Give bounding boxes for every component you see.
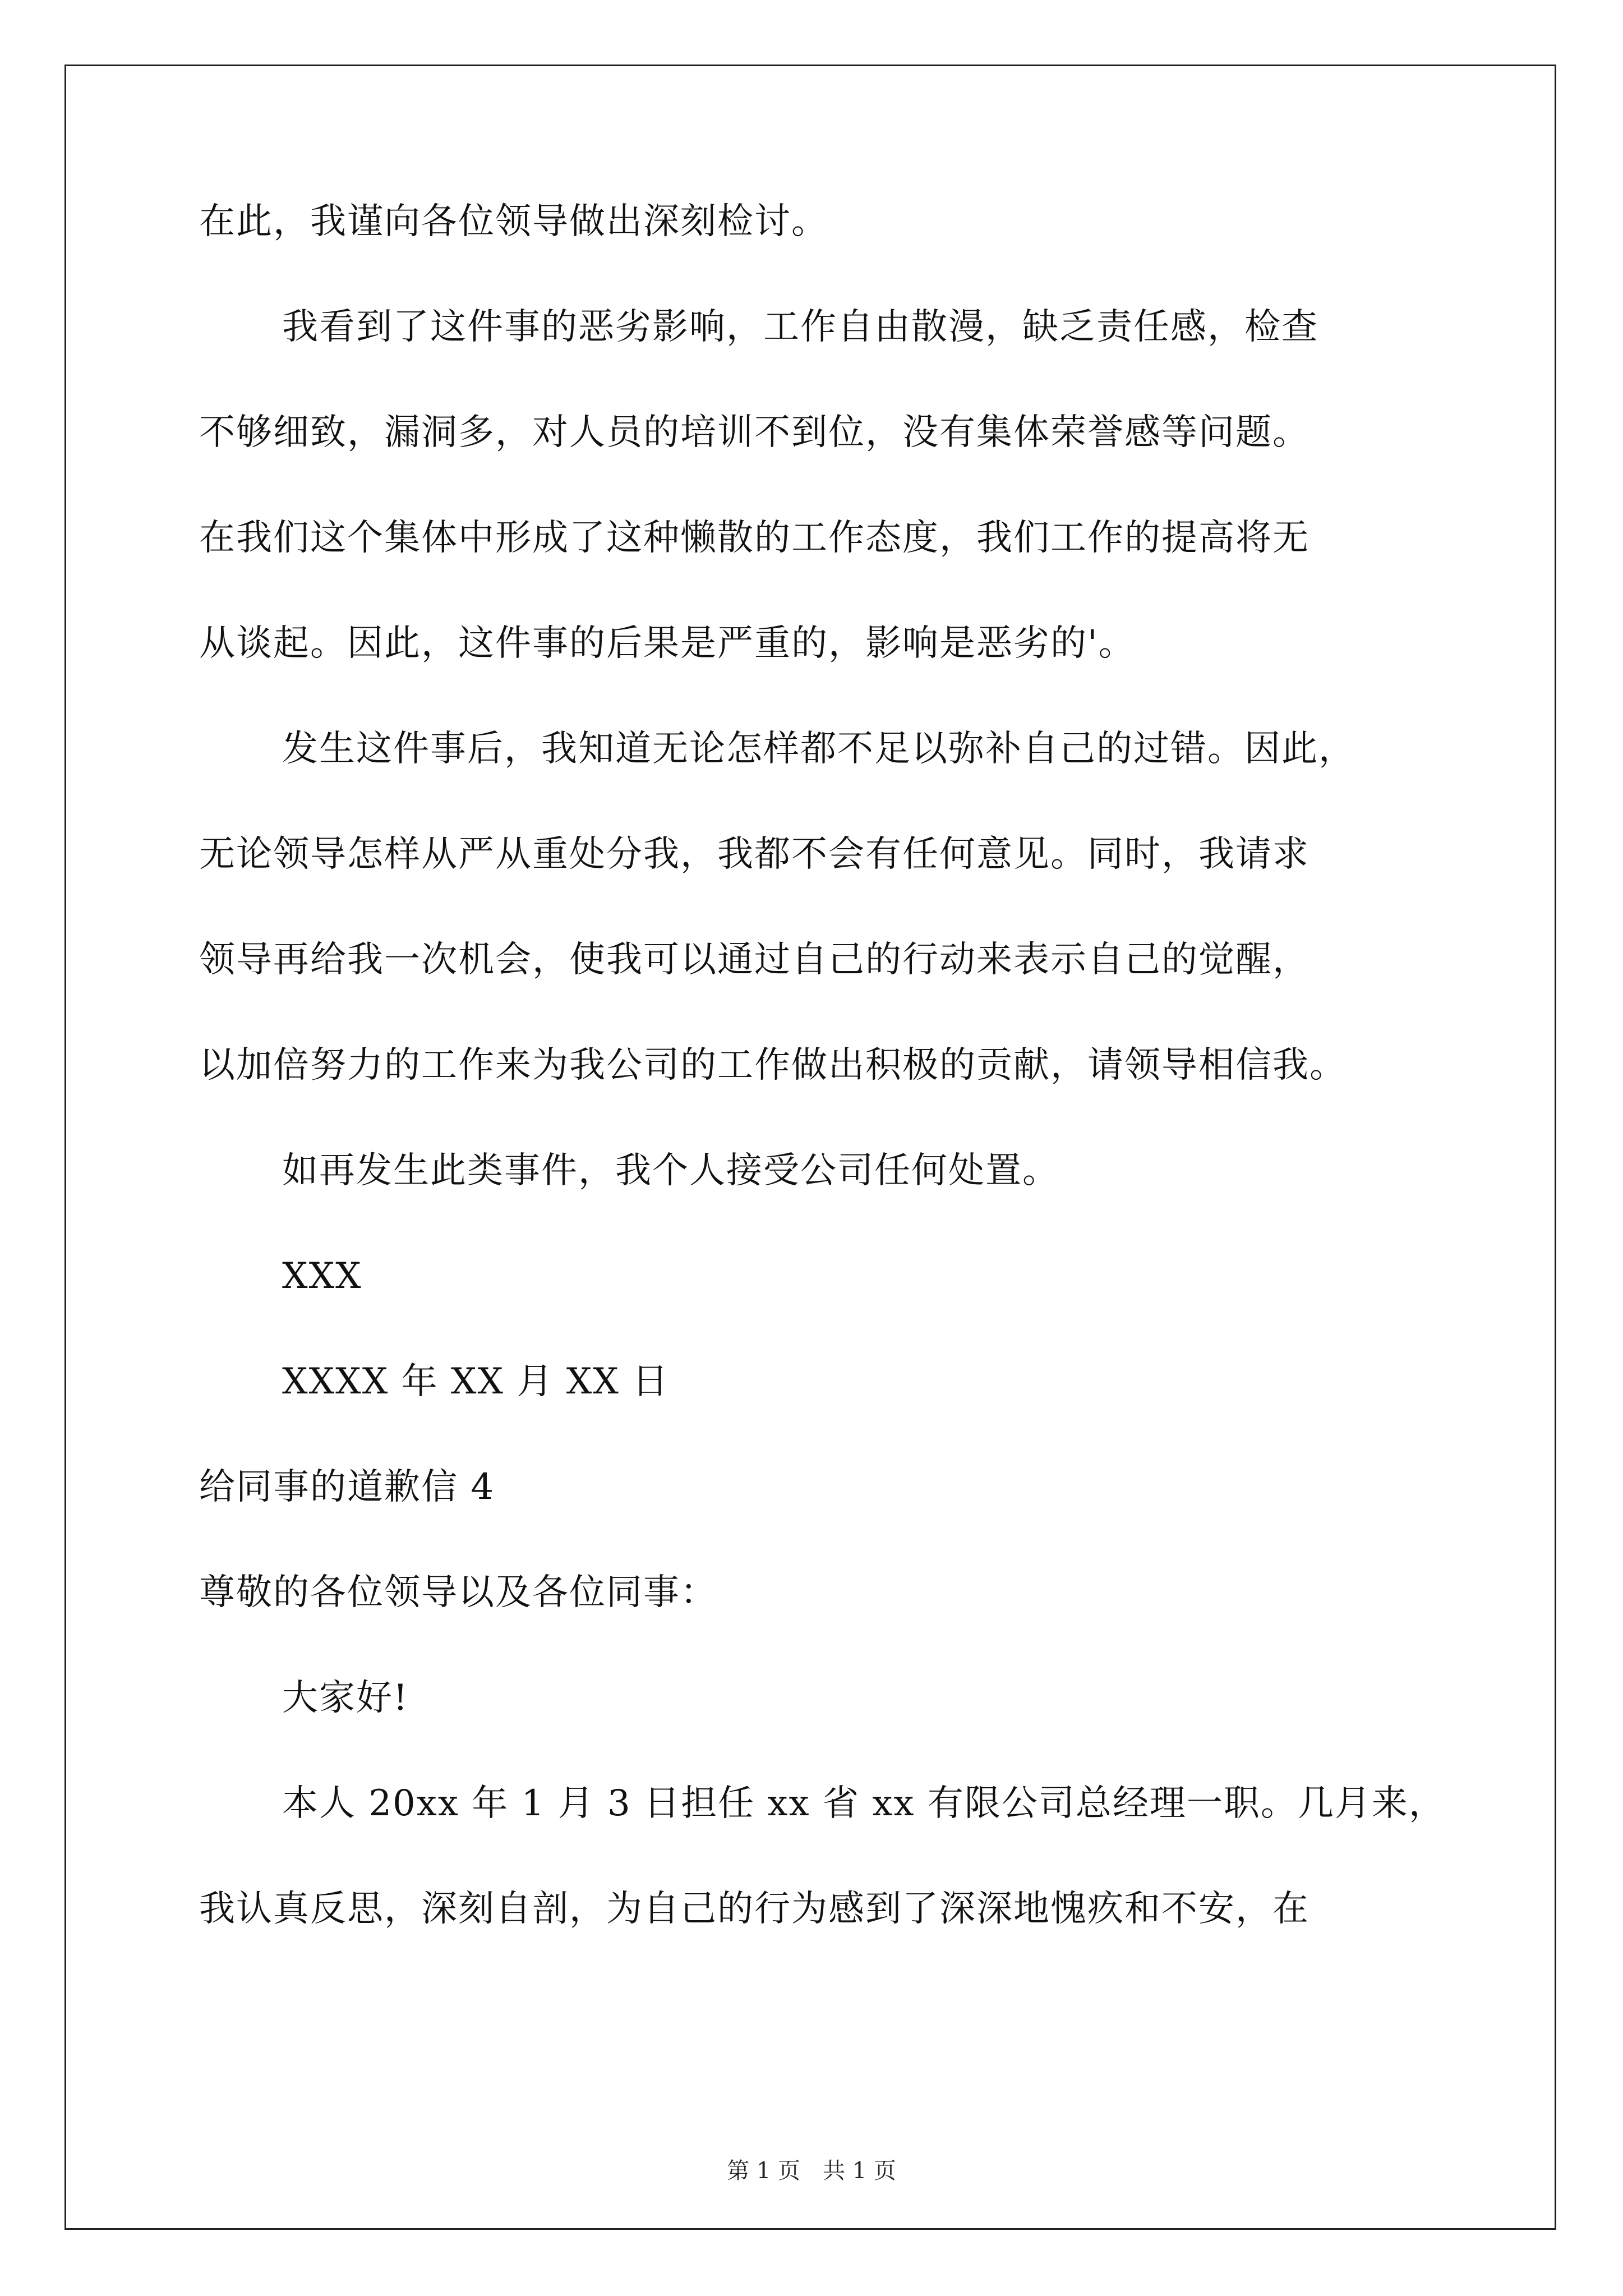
signature-date: XXXX 年 XX 月 XX 日	[282, 1361, 670, 1402]
text-line: 如再发生此类事件，我个人接受公司任何处置。	[282, 1150, 1059, 1191]
text-line: 以加倍努力的工作来为我公司的工作做出积极的贡献，请领导相信我。	[199, 1045, 1347, 1086]
text-line: 从谈起。因此，这件事的后果是严重的，影响是恶劣的'。	[199, 623, 1136, 664]
text-line: 无论领导怎样从严从重处分我，我都不会有任何意见。同时，我请求	[199, 834, 1310, 875]
text-line: 不够细致，漏洞多，对人员的培训不到位，没有集体荣誉感等问题。	[199, 412, 1310, 453]
text-line: 领导再给我一次机会，使我可以通过自己的行动来表示自己的觉醒，	[199, 939, 1310, 981]
greeting: 大家好!	[282, 1677, 409, 1719]
section-heading: 给同事的道歉信 4	[199, 1466, 495, 1508]
text-line: 发生这件事后，我知道无论怎样都不足以弥补自己的过错。因此，	[282, 728, 1355, 770]
text-line: 在我们这个集体中形成了这种懒散的工作态度，我们工作的提高将无	[199, 517, 1310, 559]
text-line: 我看到了这件事的恶劣影响，工作自由散漫，缺乏责任感，检查	[282, 306, 1318, 348]
salutation: 尊敬的各位领导以及各位同事：	[199, 1572, 717, 1613]
page-footer: 第 1 页 共 1 页	[727, 2158, 896, 2184]
text-line: 本人 20xx 年 1 月 3 日担任 xx 省 xx 有限公司总经理一职。几月来，	[282, 1783, 1446, 1824]
signature-name: XXX	[282, 1255, 362, 1297]
text-line: 在此，我谨向各位领导做出深刻检讨。	[199, 201, 828, 242]
text-line: 我认真反思，深刻自剖，为自己的行为感到了深深地愧疚和不安，在	[199, 1888, 1310, 1930]
